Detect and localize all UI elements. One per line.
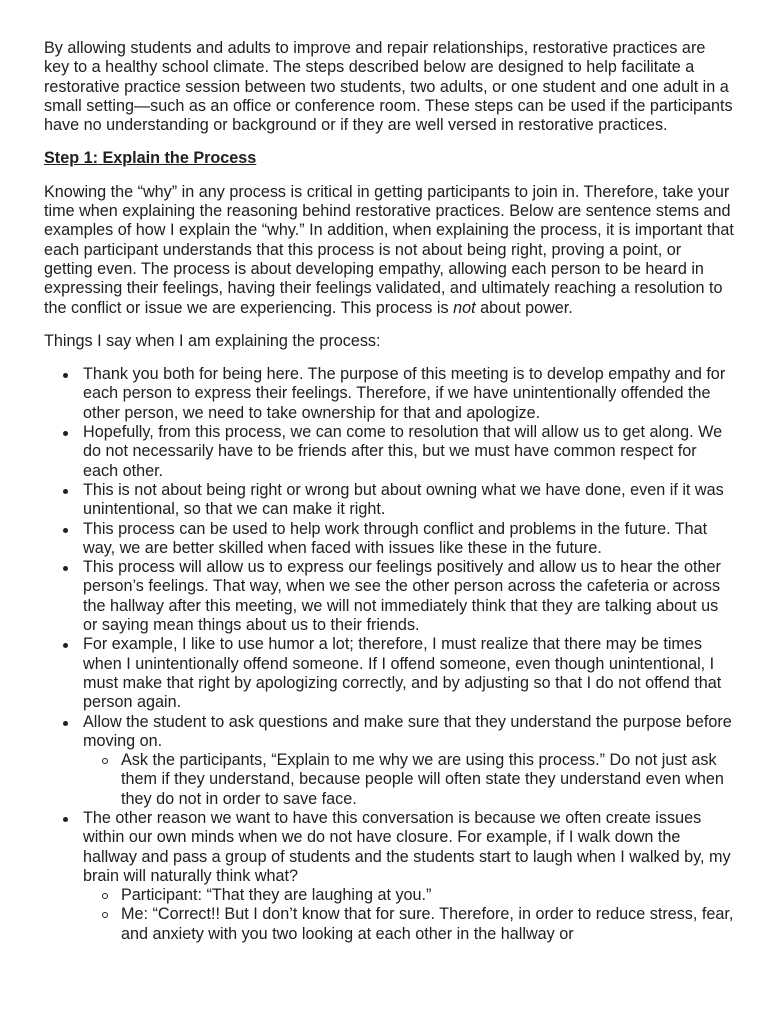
sub-list-item [83, 886, 734, 905]
bullet-icon [63, 489, 68, 494]
list-item [44, 635, 734, 712]
bullet-icon [63, 528, 68, 533]
bullet-icon [63, 373, 68, 378]
step-1-paragraph-text: Knowing the “why” in any process is critical in getting participants to join in. Therefore, take your time when explaining the reasoning behind restorative practices. Below are sentence stems and examples of how I explain the “why.” In addition, when explaining the process, it is important that each participant understands that this process is not about being right, proving a point, or getting even. The process is about developing empathy, allowing each person to be heard in expressing their feelings, having their feelings validated, and ultimately reaching a resolution to the conflict or issue we are experiencing. This process is [44, 182, 734, 317]
list-item-text: This is not about being right or wrong but about owning what we have done, even if it was unintentional, so that we can make it right. [83, 480, 724, 519]
list-item [44, 558, 734, 635]
hollow-bullet-icon [102, 758, 108, 764]
list-item-text: This process will allow us to express our feelings positively and allow us to hear the other person’s feelings. That way, when we see the other person across the cafeteria or across the hallway after this meeting, we will not immediately think that they are talking about us or saying mean things about us to their friends. [83, 558, 721, 635]
bullet-list [44, 365, 734, 944]
sub-list-item-text: Me: “Correct!! But I don’t know that for sure. Therefore, in order to reduce stress, fear, and anxiety with you two looking at each other in the hallway or [121, 905, 734, 943]
hollow-bullet-icon [102, 912, 108, 918]
sub-list-item [83, 751, 734, 809]
sub-list-item-text: Ask the participants, “Explain to me why we are using this process.” Do not just ask them if they understand, because people will often state they understand even when they do not in order to save face. [121, 751, 724, 808]
list-item-text: Hopefully, from this process, we can come to resolution that will allow us to get along. We do not necessarily have to be friends after this, but we must have common respect for each other. [83, 423, 723, 480]
sub-list-item [83, 905, 734, 944]
document-page [44, 39, 734, 944]
step-1-heading: Step 1: Explain the Process [44, 149, 257, 168]
hollow-bullet-icon [102, 893, 108, 899]
list-item-text: Thank you both for being here. The purpose of this meeting is to develop empathy and for each person to express their feelings. Therefore, if we have unintentionally offended the other person, we need to take ownership for that and apologize. [83, 365, 726, 422]
list-lead-in: Things I say when I am explaining the process: [44, 331, 381, 350]
list-item [44, 481, 734, 520]
sub-bullet-list [83, 886, 734, 944]
list-item [44, 520, 734, 559]
bullet-icon [63, 643, 68, 648]
sub-list-item-text: Participant: “That they are laughing at you.” [121, 886, 432, 905]
list-item-text: This process can be used to help work through conflict and problems in the future. That way, we are better skilled when faced with issues like these in the future. [83, 519, 708, 557]
step-1-paragraph [44, 183, 734, 318]
bullet-icon [63, 721, 68, 726]
sub-bullet-list [83, 751, 734, 809]
emphasis-not: not [453, 298, 476, 317]
list-item-text: For example, I like to use humor a lot; therefore, I must realize that there may be times when I unintentionally offend someone. If I offend someone, even though unintentional, I must make that right by apologizing correctly, and by adjusting so that I do not offend that person again. [83, 635, 722, 712]
list-item [44, 365, 734, 423]
intro-paragraph: By allowing students and adults to improve and repair relationships, restorative practices are key to a healthy school climate. The steps described below are designed to help facilitate a restorative practice session between two students, two adults, or one student and one adult in a small setting—such as an office or conference room. These steps can be used if the participants have no understanding or background or if they are well versed in restorative practices. [44, 39, 733, 135]
list-item-text: Allow the student to ask questions and make sure that they understand the purpose before moving on. [83, 712, 732, 750]
list-item [44, 713, 734, 809]
list-item [44, 809, 734, 944]
list-item [44, 423, 734, 481]
bullet-icon [63, 566, 68, 571]
step-1-paragraph-end: about power. [475, 298, 573, 317]
bullet-icon [63, 817, 68, 822]
bullet-icon [63, 431, 68, 436]
list-item-text: The other reason we want to have this conversation is because we often create issues within our own minds when we do not have closure. For example, if I walk down the hallway and pass a group of students and the students start to laugh when I walked by, my brain will naturally think what? [83, 808, 731, 885]
